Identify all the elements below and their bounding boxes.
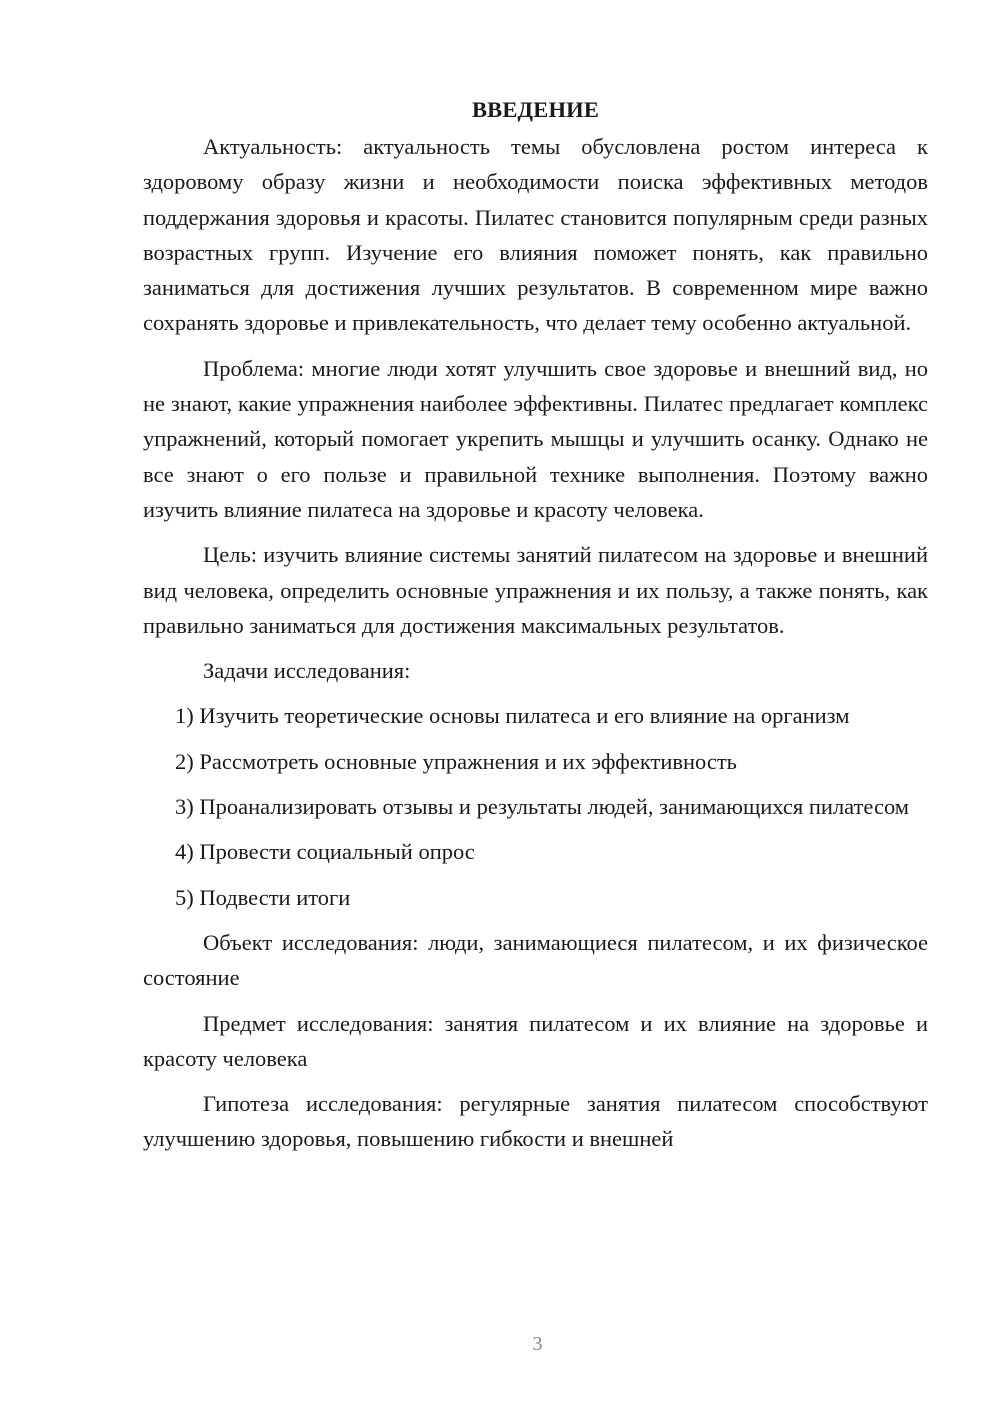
relevance-paragraph: Актуальность: актуальность темы обусловлена ростом интереса к здоровому образу жизни и необходимости поиска эффективных методов поддержания здоровья и красоты. Пилатес становится популярным среди разных возрастных групп. Изучение его влияния поможет понять, как правильно заниматься для достижения лучших результатов. В современном мире важно сохранять здоровье и привлекательность, что делает тему особенно актуальной.: [143, 134, 928, 336]
task-item-1: 1) Изучить теоретические основы пилатеса и его влияние на организм: [175, 703, 850, 729]
hypothesis-paragraph: Гипотеза исследования: регулярные занятия пилатесом способствуют улучшению здоровья, повышению гибкости и внешней: [143, 1091, 928, 1152]
task-item-4: 4) Провести социальный опрос: [175, 839, 475, 865]
document-body: [143, 92, 928, 1167]
goal-paragraph: Цель: изучить влияние системы занятий пилатесом на здоровье и внешний вид человека, определить основные упражнения и их пользу, а также понять, как правильно заниматься для достижения максимальных результатов.: [143, 542, 928, 638]
page-number: 3: [532, 1333, 543, 1355]
subject-paragraph: Предмет исследования: занятия пилатесом и их влияние на здоровье и красоту человека: [143, 1010, 928, 1071]
object-paragraph: Объект исследования: люди, занимающиеся пилатесом, и их физическое состояние: [143, 929, 928, 991]
task-item-2: 2) Рассмотреть основные упражнения и их эффективность: [175, 748, 737, 774]
task-item-3: 3) Проанализировать отзывы и результаты людей, занимающихся пилатесом: [175, 794, 910, 820]
tasks-heading: Задачи исследования:: [203, 658, 411, 684]
problem-paragraph: Проблема: многие люди хотят улучшить свое здоровье и внешний вид, но не знают, какие упражнения наиболее эффективны. Пилатес предлагает комплекс упражнений, который помогает укрепить мышцы и улучшить осанку. Однако не все знают о его пользе и правильной технике выполнения. Поэтому важно изучить влияние пилатеса на здоровье и красоту человека.: [143, 355, 928, 522]
section-title: ВВЕДЕНИЕ: [471, 97, 600, 122]
task-item-5: 5) Подвести итоги: [175, 884, 351, 910]
